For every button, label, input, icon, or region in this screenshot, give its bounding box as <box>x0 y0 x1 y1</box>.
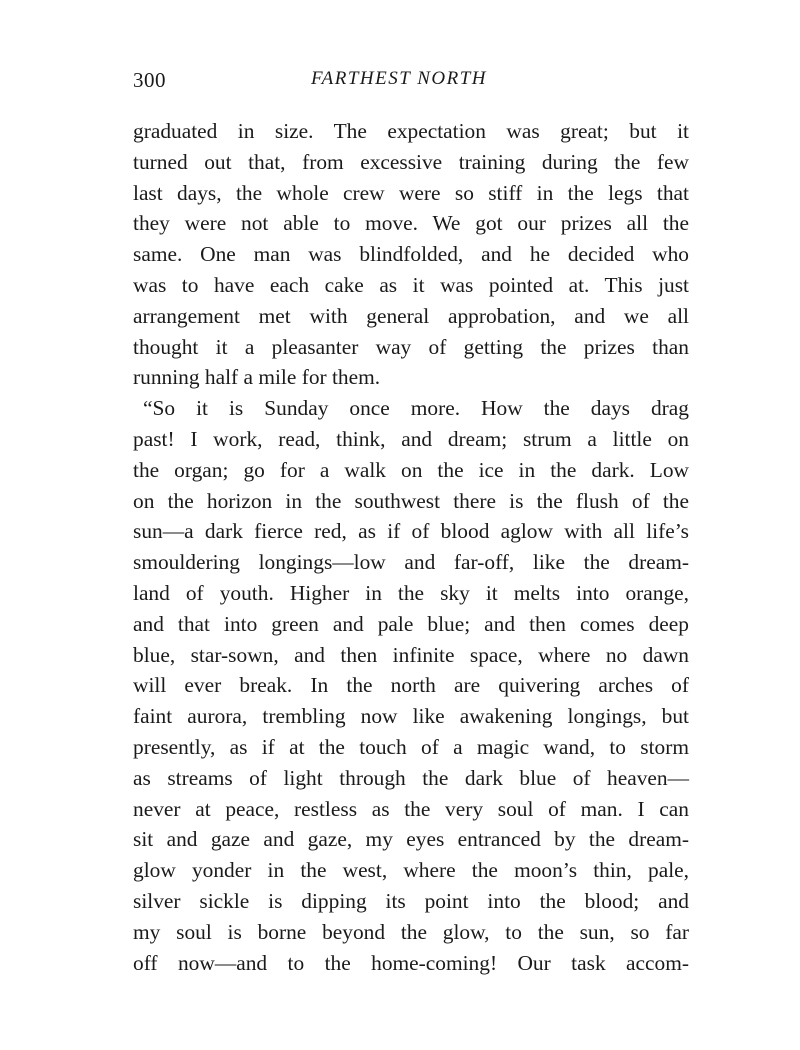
text-line: the organ; go for a walk on the ice in the dark. Low <box>133 457 689 482</box>
text-line: will ever break. In the north are quivering arches of <box>133 673 689 698</box>
text-line: off now—and to the home-coming! Our task accom- <box>133 950 689 975</box>
text-line: silver sickle is dipping its point into the blood; and <box>133 888 689 913</box>
paragraph-end-line: running half a mile for them. <box>133 365 381 390</box>
text-line: smouldering longings—low and far-off, like the dream- <box>133 550 689 575</box>
text-line: never at peace, restless as the very soul of man. I can <box>133 796 689 821</box>
text-line: sun—a dark fierce red, as if of blood aglow with all life’s <box>133 519 689 544</box>
text-line: last days, the whole crew were so stiff in the legs that <box>133 180 689 205</box>
text-line: sit and gaze and gaze, my eyes entranced by the dream- <box>133 827 689 852</box>
running-head <box>133 68 689 98</box>
paragraph-start-line: “So it is Sunday once more. How the days drag <box>143 396 689 421</box>
text-line: thought it a pleasanter way of getting the prizes than <box>133 334 689 359</box>
text-line: faint aurora, trembling now like awakening longings, but <box>133 704 689 729</box>
text-line: my soul is borne beyond the glow, to the sun, so far <box>133 919 689 944</box>
text-line: same. One man was blindfolded, and he decided who <box>133 242 689 267</box>
text-line: blue, star-sown, and then infinite space, where no dawn <box>133 642 689 667</box>
text-line: arrangement met with general approbation, and we all <box>133 303 689 328</box>
text-line: and that into green and pale blue; and then comes deep <box>133 611 689 636</box>
body-text <box>133 116 689 978</box>
text-line: glow yonder in the west, where the moon’s thin, pale, <box>133 858 689 883</box>
text-line: they were not able to move. We got our prizes all the <box>133 211 689 236</box>
text-line: graduated in size. The expectation was great; but it <box>133 119 689 143</box>
text-line: past! I work, read, think, and dream; strum a little on <box>133 426 689 451</box>
page-number: 300 <box>133 68 166 92</box>
text-line: was to have each cake as it was pointed at. This just <box>133 272 689 297</box>
running-title: FARTHEST NORTH <box>311 68 488 89</box>
text-line: land of youth. Higher in the sky it melts into orange, <box>133 580 689 605</box>
text-line: turned out that, from excessive training during the few <box>133 149 689 174</box>
text-line: on the horizon in the southwest there is the flush of the <box>133 488 689 513</box>
text-line: as streams of light through the dark blue of heaven— <box>133 765 689 790</box>
text-line: presently, as if at the touch of a magic wand, to storm <box>133 734 689 759</box>
